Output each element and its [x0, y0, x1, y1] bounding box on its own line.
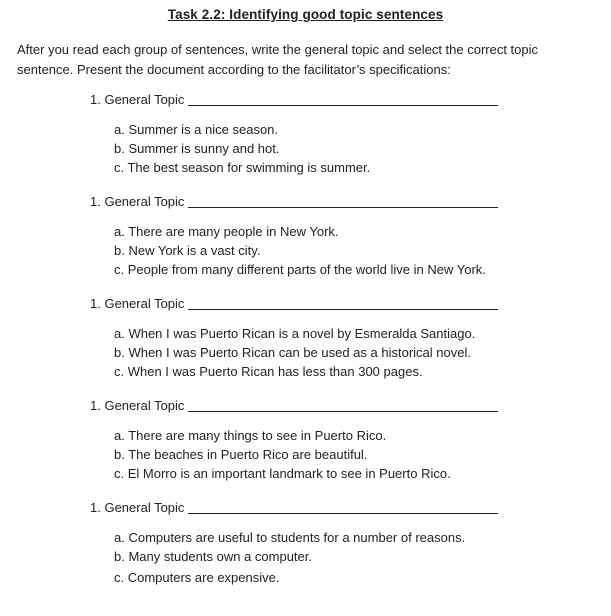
options-list — [90, 222, 510, 279]
option-c: c. The best season for swimming is summer. — [114, 160, 371, 175]
question-group-2 — [90, 192, 510, 279]
option-b: b. New York is a vast city. — [114, 243, 261, 258]
option-b: b. When I was Puerto Rican can be used as a historical novel. — [114, 345, 471, 360]
option-b: b. Summer is sunny and hot. — [114, 141, 280, 156]
general-topic-line — [90, 498, 510, 518]
option-c: c. People from many different parts of the world live in New York. — [114, 262, 486, 277]
instructions-paragraph: After you read each group of sentences, write the general topic and select the correct topic sentence. Present the document according to the facilitator’s specifications: — [17, 42, 539, 77]
task-title: Task 2.2: Identifying good topic sentences — [167, 7, 444, 22]
general-topic-line — [90, 396, 510, 416]
options-list — [90, 426, 510, 483]
general-topic-label: 1. General Topic — [90, 398, 185, 413]
general-topic-blank — [188, 105, 498, 106]
option-a: a. When I was Puerto Rican is a novel by Esmeralda Santiago. — [114, 326, 476, 341]
option-a: a. There are many people in New York. — [114, 224, 339, 239]
option-a: a. There are many things to see in Puerto Rico. — [114, 428, 387, 443]
general-topic-label: 1. General Topic — [90, 92, 185, 107]
general-topic-blank — [188, 309, 498, 310]
option-a: a. Computers are useful to students for a number of reasons. — [114, 530, 466, 545]
general-topic-label: 1. General Topic — [90, 296, 185, 311]
general-topic-line — [90, 90, 510, 110]
options-list — [90, 528, 510, 587]
option-b: b. Many students own a computer. — [114, 549, 312, 564]
general-topic-blank — [188, 207, 498, 208]
general-topic-label: 1. General Topic — [90, 194, 185, 209]
general-topic-line — [90, 294, 510, 314]
general-topic-line — [90, 192, 510, 212]
general-topic-label: 1. General Topic — [90, 500, 185, 515]
question-group-4 — [90, 396, 510, 483]
options-list — [90, 324, 510, 381]
option-c: c. When I was Puerto Rican has less than 300 pages. — [114, 364, 423, 379]
general-topic-blank — [188, 513, 498, 514]
question-group-3 — [90, 294, 510, 381]
option-b: b. The beaches in Puerto Rico are beautiful. — [114, 447, 368, 462]
options-list — [90, 120, 510, 177]
general-topic-blank — [188, 411, 498, 412]
option-c: c. Computers are expensive. — [114, 570, 280, 585]
question-group-5 — [90, 498, 510, 587]
option-a: a. Summer is a nice season. — [114, 122, 279, 137]
option-c: c. El Morro is an important landmark to see in Puerto Rico. — [114, 466, 451, 481]
question-group-1 — [90, 90, 510, 177]
